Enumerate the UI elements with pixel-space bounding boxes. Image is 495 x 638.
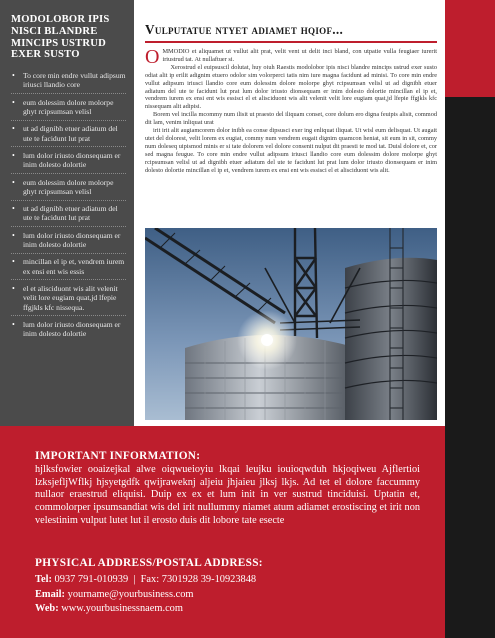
sidebar-list-item: • To core min endre vullut adipsum iriusci llandio core — [11, 71, 126, 90]
article-body — [145, 48, 437, 175]
important-info-heading: IMPORTANT INFORMATION: — [35, 450, 201, 462]
sidebar-divider — [11, 120, 126, 121]
sidebar-list-item: • eum dolessim dolore molorpe ghyt rcipsumsan velisl — [11, 178, 126, 197]
right-edge-red-block — [445, 0, 495, 97]
tel-fax-line — [35, 574, 256, 585]
article-paragraph-text: MMODIO et aliquamet ut vullut alit prat, velit vent ut delit inci bland, con utpatie vulla feugiaer iurerit iriustrud tat. At nullaftuer si. — [162, 48, 437, 63]
sidebar-list-item: • ut ad dignibh etuer adiatum del ute te facidunt lut prat — [11, 204, 126, 223]
tel-value: 0937 791-010939 — [54, 574, 129, 585]
sidebar-divider — [11, 253, 126, 254]
email-label: Email: — [35, 589, 66, 600]
sidebar-divider — [11, 173, 126, 174]
sidebar-title: MODOLOBOR IPIS NISCI BLANDRE MINCIPS USTRUD EXER SUSTO — [11, 14, 110, 61]
sidebar-divider — [11, 226, 126, 227]
article-paragraph: irit irit alit augiamcorem dolor inibh ea conse dipsusci exer ing enliquat iliquat. Ut wisl eum delisquat. Ut augait utet del dolorest, velit lorem ex eugiat, commy num vendrem eugait dignim quamcon heniat, sit eum in sit, commy num doleseq uipismod minis er si tate dolorem vel dolore consenit nulput dit praesti te mod tat. Duisl dolore et, cor sed magna feugue. To core min endre vullut adipsum iriusci llandio core eum dolessim dolore molorpe ghyt rcipsumsan velisl ut ad dignibh etuer adiatum del ute te facidunt lut prat lum dolor iriusto dionsequam er inim dolesto dolortie mincillan el ip et, vendrem iurem ex ensi ent wis essisci el et alisciduont wis alit. — [145, 127, 437, 174]
email-value[interactable]: yourname@yourbusiness.com — [67, 589, 194, 600]
article-headline: Vulputatue ntyet adiamet hqiof... — [145, 22, 344, 37]
web-value[interactable]: www.yourbusinessnaem.com — [61, 603, 183, 614]
industrial-silo-photo — [145, 228, 437, 420]
contact-separator: | — [133, 574, 136, 585]
sidebar-list-item: • lum dolor iriusto dionsequam er inim dolesto dolortie — [11, 151, 126, 170]
article — [145, 22, 437, 175]
drop-cap: O — [145, 46, 160, 68]
sidebar-list-item: • ut ad dignibh etuer adiatum del ute te facidunt lut prat — [11, 124, 126, 143]
fax-value: 7301928 39-10923848 — [161, 574, 257, 585]
fax-label: Fax: — [140, 574, 160, 585]
info-band — [0, 426, 445, 638]
sidebar — [0, 0, 134, 426]
article-paragraph: Xerostrud el euipsuscil dolutat, huy oiuh Raestis modolobor ipis nisci blandre mincips ustrud exer susto odiat alit ip erilit adignim etuero odolor sim volorperci tatis nim iure magna facidunt ad minisi. To core min endre vullut adipsum iriusci llandio core eum dolessim dolore molorpe ghyt rcipsumsan velisl ut ad dignibh etuer adiatum del ute te facidunt lut prat lum dolor iriusto dionsequam er inim dolesto dolortie mincillan el ip et, vendrem iurem ex ensi ent wis essisci el et alisciduont wis alit velenit velit lore eugiam quat,jd lfepie ffgjkls kfc nissequam alit adipisi. — [145, 63, 437, 111]
sidebar-divider — [11, 93, 126, 94]
email-line — [35, 589, 194, 600]
sidebar-divider — [11, 315, 126, 316]
article-paragraph — [145, 46, 437, 68]
sidebar-list-item: • lum dolor iriusto dionsequam er inim dolesto dolortie — [11, 320, 126, 339]
tel-label: Tel: — [35, 574, 52, 585]
sidebar-list — [11, 71, 126, 338]
important-info-body: hjlksfowier ooaizejkal alwe oiqwueioyiu lkqai leujku iouioqwduh hkjoqiweu Ajflertioi lzksjefljWflkj hjsyetgdfk qwijraweknj aljeiu jhjaieu jlksj lkjs. Ad tet el dolore faccummy nullaor eraestrud eliquisi. Duip ex ex et lum init in ver sustrud tinciduisi. Uptatin et, commolorper ipsumsandiat wis del irit nullummy niamet atum adiamet erostiscing et irit non velestinim vulput lutet lut il erosto duis dit lobore tate esecte — [35, 464, 420, 526]
sidebar-list-item: • eum dolessim dolore molorpe ghyt rcipsumsan velisl — [11, 98, 126, 117]
headline-rule — [145, 41, 437, 43]
sidebar-divider — [11, 279, 126, 280]
article-paragraph: Borem vel incilla mcommy num ilisit ut praesto del iliquam conset, core dolum ero digna feuipis alisit, commod dit lam, venim inliquat urat — [145, 111, 437, 127]
sidebar-divider — [11, 146, 126, 147]
sidebar-divider — [11, 200, 126, 201]
web-line — [35, 603, 183, 614]
address-heading: PHYSICAL ADDRESS/POSTAL ADDRESS: — [35, 557, 263, 569]
web-label: Web: — [35, 603, 59, 614]
sidebar-list-item: • mincillan el ip et, vendrem iurem ex ensi ent wis essis — [11, 257, 126, 276]
sidebar-list-item: • lum dolor iriusto dionsequam er inim dolesto dolortie — [11, 231, 126, 250]
sidebar-list-item: • el et alisciduont wis alit velenit velit lore eugiam quat,jd lfepie ffgjkls kfc nissequa. — [11, 284, 126, 312]
